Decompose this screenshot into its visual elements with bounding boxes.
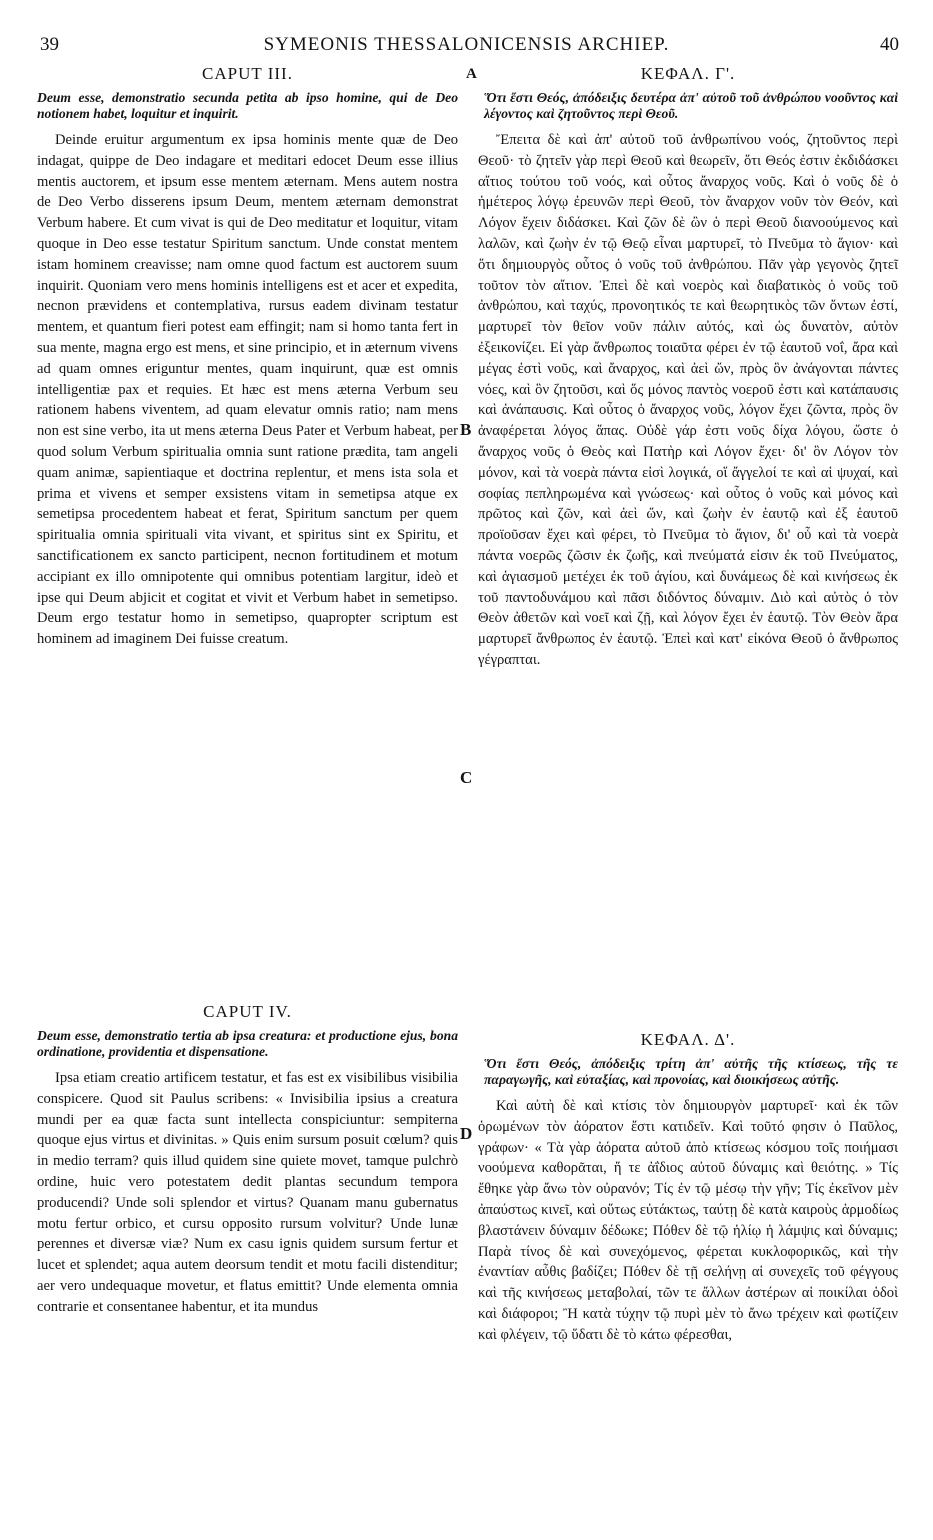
greek-column-cap4 bbox=[478, 1030, 898, 1346]
section-marker-a: A bbox=[466, 66, 477, 82]
running-title: SYMEONIS THESSALONICENSIS ARCHIEP. bbox=[263, 34, 670, 55]
running-header bbox=[0, 34, 933, 56]
latin-body-text: Ipsa etiam creatio artificem testatur, et fas est ex visibilibus visibilia conspicere. Quod sit Paulus scribens: « Invisibilia ipsius a creatura mundi per ea quæ facta sunt intellecta conspiciuntur: sempiterna quoque ejus virtus et divinitas. » Quis enim sursum posuit cœlum? quis in medio terram? quis illud quidem sine quiete movet, tamque pulchrò ordine, huic vero potestatem dedit plantas secundum tempora producendi? Unde soli splendor et virtus? Quanam manu gubernatus motu fertur orbico, et cursu opposito rursum volvitur? Unde lunæ perennes et diversæ viæ? Num ex casu ignis quidem sursum fertur et lucet et splendet; aqua autem deorsum tendit et motu facili distenditur; aer vero undequaque movetur, et flatus emittit? Unde elementa omnia contrarie et consentanee habentur, et ita mundus bbox=[37, 1070, 458, 1315]
latin-chapter-summary: Deum esse, demonstratio secunda petita ab ipso homine, qui de Deo notionem habet, loquitur et inquirit. bbox=[37, 90, 458, 121]
greek-chapter-title: ΚΕΦΑΛ. Δ'. bbox=[640, 1030, 736, 1049]
page-number-right: 40 bbox=[880, 34, 899, 55]
latin-column-cap4 bbox=[37, 1002, 458, 1318]
latin-chapter-summary: Deum esse, demonstratio tertia ab ipsa creatura: et productione ejus, bona ordinatione, providentia et dispensatione. bbox=[37, 1028, 458, 1059]
latin-chapter-title: CAPUT IV. bbox=[203, 1002, 292, 1021]
latin-chapter-title: CAPUT III. bbox=[202, 64, 293, 83]
section-marker-c: C bbox=[460, 768, 473, 787]
greek-column-cap3 bbox=[478, 64, 898, 671]
latin-body-text: Deinde eruitur argumentum ex ipsa hominis mente quæ de Deo indagat, quippe de Deo indagare et meditari edocet Deum esse illius mentis auctorem, et ipsum esse mentem æternam. Mens autem nostra de Deo Verbo disserens ipsum Deum, mentem æternam demonstrat Verbum habere. Et cum vivat is qui de Deo meditatur et loquitur, vitam quoque in Deo esse testatur Spiritum sanctum. Unde constat mentem istam hominem creavisse; nam omne quod factum est auctorem suum inquirit. Quoniam vero mens hominis intelligens est et acer et expedita, necnon prævidens et contemplativa, rursus eadem divinam testatur mentem, et quantum fieri potest eam effingit; nam si homo tanta fert in sua mente, magna ergo est mens, et sine principio, et in æternum vivens ad quam omnes eriguntur mentes, quam inquirunt, quæ est omnis intelligentiæ pax et requies. Et hæc est mens æterna Verbum seu rationem habens viventem, ad quam elevatur omnis ratio; nam mens non est sine verbo, ita ut mens æterna Deus Pater et Verbum habeat, per quod solum Verbum spiritualia omnia sunt ratione prædita, tam angeli quam animæ, sapientiaque et doctrina replentur, et mens ista sola et prima et vivens et semper exsistens vitam in semetipsa atque ex semetipsa procedentem habeat et ferat, Spiritum sanctum per quem spiritualia omnia spirituali vita vivant, et spiritus sint ex Spiritu, et sanctificationem ex sancto participent, necnon fortitudinem et motum accipiant ex illo omnipotente qui omnibus potentiam largitur, ideò et ipse qui Deum abjicit et cogitat et vivit et Verbum habet in semetipso. Deum ergo testatur homo in semetipso, quapropter scriptum est hominem ad imaginem Dei fuisse creatum. bbox=[37, 132, 458, 648]
greek-body-text: Καὶ αὐτὴ δὲ καὶ κτίσις τὸν δημιουργὸν μαρτυρεῖ· καὶ ἐκ τῶν ὁρωμένων τὸν ἀόρατον ἔστι κατιδεῖν. Καὶ τοῦτό φησιν ὁ Παῦλος, γράφων· « Τὰ γὰρ ἀόρατα αὐτοῦ ἀπὸ κτίσεως κόσμου τοῖς ποιήμασι νοούμενα καθορᾶται, ἥ τε ἀΐδιος αὐτοῦ δύναμις καὶ θειότης. » Τίς ἔθηκε γὰρ ἄνω τὸν οὐρανόν; Τίς ἐν τῷ μέσῳ τὴν γῆν; Τίς ἐκεῖνον μὲν ἀπαύστως κινεῖ, καὶ οὕτως εὐτάκτως, ταύτῃ δὲ κατὰ καιροὺς ἁρμοδίως βλαστάνειν δύναμιν δέδωκε; Πόθεν δὲ τῷ ἡλίῳ ἡ λάμψις καὶ δύναμις; Παρὰ τίνος δὲ καὶ συνεχόμενος, φέρεται κυκλοφορικῶς, καὶ τὴν ἐναντίαν αὖθις βαδίζει; Πόθεν δὲ τῇ σελήνῃ αἱ συνεχεῖς τοῦ φέγγους καὶ τῆς κινήσεως μεταβολαί, τῶν τε ἄλλων ἀστέρων αἱ ποικίλαι ὁδοὶ καὶ διάφοροι; Ἢ κατὰ τύχην τῷ πυρὶ μὲν τὸ ἄνω τρέχειν καὶ φωτίζειν καὶ φλέγειν, τῷ ὕδατι δὲ τὸ κάτω φέρεσθαι, bbox=[478, 1098, 898, 1343]
page-number-left: 39 bbox=[40, 34, 59, 55]
greek-chapter-summary: Ὅτι ἔστι Θεός, ἀπόδειξις δευτέρα ἀπ' αὐτοῦ τοῦ ἀνθρώπου νοοῦντος καὶ λέγοντος καὶ ζητοῦντος περὶ Θεοῦ. bbox=[484, 90, 898, 121]
latin-column-cap3 bbox=[37, 64, 458, 650]
greek-chapter-title: ΚΕΦΑΛ. Γ'. bbox=[640, 64, 736, 83]
section-marker-d: D bbox=[460, 1124, 473, 1143]
greek-chapter-summary: Ὅτι ἔστι Θεός, ἀπόδειξις τρίτη ἀπ' αὐτῆς τῆς κτίσεως, τῆς τε παραγωγῆς, καὶ εὐταξίας, καὶ προνοίας, καὶ διοικήσεως αὐτῆς. bbox=[484, 1056, 898, 1087]
greek-body-text: Ἔπειτα δὲ καὶ ἀπ' αὐτοῦ τοῦ ἀνθρωπίνου νοός, ζητοῦντος περὶ Θεοῦ· τὸ ζητεῖν γὰρ περὶ Θεοῦ καὶ θεωρεῖν, ὅτι Θεός ἐστιν ἐκδιδάσκει αἴτιος τούτου τοῦ νοός, καὶ οὗτος ἄναρχος νοῦς. Καὶ ὁ νοῦς δὲ ὁ ἡμέτερος λόγῳ ἐρευνῶν περὶ Θεοῦ, τὸν ἄναρχον νοῦν τὸν Θεόν, καὶ Λόγον ἔχειν διδάσκει. Καὶ ζῶν δὲ ὢν ὁ περὶ Θεοῦ διανοούμενος καὶ λαλῶν, καὶ ζωὴν ἐν τῷ Θεῷ εἶναι μαρτυρεῖ, τὸ Πνεῦμα τὸ ἅγιον· καὶ ὅτι δημιουργὸς οὗτος ὁ νοῦς τοῦ ἀνθρώπου. Πᾶν γὰρ γεγονὸς ζητεῖ τοῦτον τὸν αἴτιον. Ἐπεὶ δὲ καὶ νοερὸς καὶ διαβατικὸς ὁ νοῦς τοῦ ἀνθρώπου, καὶ ταχύς, προνοητικός τε καὶ θεωρητικὸς τῶν ὄντων ἐστί, μαρτυρεῖ τὸν θεῖον νοῦν πάλιν αὐτός, καὶ ὡς δυνατὸν, αὐτὸν ἐξεικονίζει. Εἰ γὰρ ἄνθρωπος τοιαῦτα φέρει ἐν τῷ ἑαυτοῦ νοΐ, ἄρα καὶ μέγας ἐστὶ νοῦς, καὶ ἄναρχος, καὶ ἀεὶ ὤν, πρὸς ὃν ἀνάγονται πάντες νόες, καὶ ὃν ζητοῦσι, καὶ ὅς μόνος παντὸς νοεροῦ ἐστι καὶ κατάπαυσις καὶ ἀνάπαυσις. Καὶ οὗτος ὁ ἄναρχος νοῦς, λόγον ἔχει ζῶντα, πρὸς ὃν ἀναφέρεται λόγος ἅπας. Οὐδὲ γάρ ἐστι νοῦς δίχα λόγου, ὥστε ὁ ἄναρχος νοῦς ὁ Θεὸς καὶ Πατὴρ καὶ Λόγον ἔχει· δι' ὃν Λόγον τὸν μόνον, καὶ τὰ νοερὰ πάντα εἰσὶ λογικά, οἵ ἄγγελοί τε καὶ αἱ ψυχαί, καὶ σοφίας πεπληρωμένα καὶ γνώσεως· καὶ οὗτος ὁ νοῦς καὶ μόνος καὶ πρῶτος καὶ ζῶν, καὶ ἀεὶ ὤν, καὶ ζωὴν ἐν ἑαυτῷ καὶ ἐξ ἑαυτοῦ προϊοῦσαν ἔχει καὶ φέρει, τὸ Πνεῦμα τὸ ἅγιον, δι' οὗ καὶ τὰ νοερὰ πάντα νοερῶς ζῶσιν ἐκ ζωῆς, καὶ πνεύματά εἰσιν ἐκ τοῦ Πνεύματος, καὶ ἁγιασμοῦ μετέχει ἐκ τοῦ ἁγίου, καὶ δυνάμεως δὲ καὶ κινήσεως ἐκ τοῦ παντοδυνάμου καὶ πᾶσι διδόντος δύναμιν. Διὸ καὶ αὐτὸς ὁ τὸν Θεὸν ἀθετῶν καὶ νοεῖ καὶ ζῇ, καὶ λόγον ἔχει ἐν ἑαυτῷ. Τὸν Θεὸν ἄρα μαρτυρεῖ ἄνθρωπος ἐν ἑαυτῷ. Ἐπεὶ καὶ κατ' εἰκόνα Θεοῦ ὁ ἄνθρωπος γέγραπται. bbox=[478, 132, 898, 668]
section-marker-b: B bbox=[460, 420, 472, 439]
